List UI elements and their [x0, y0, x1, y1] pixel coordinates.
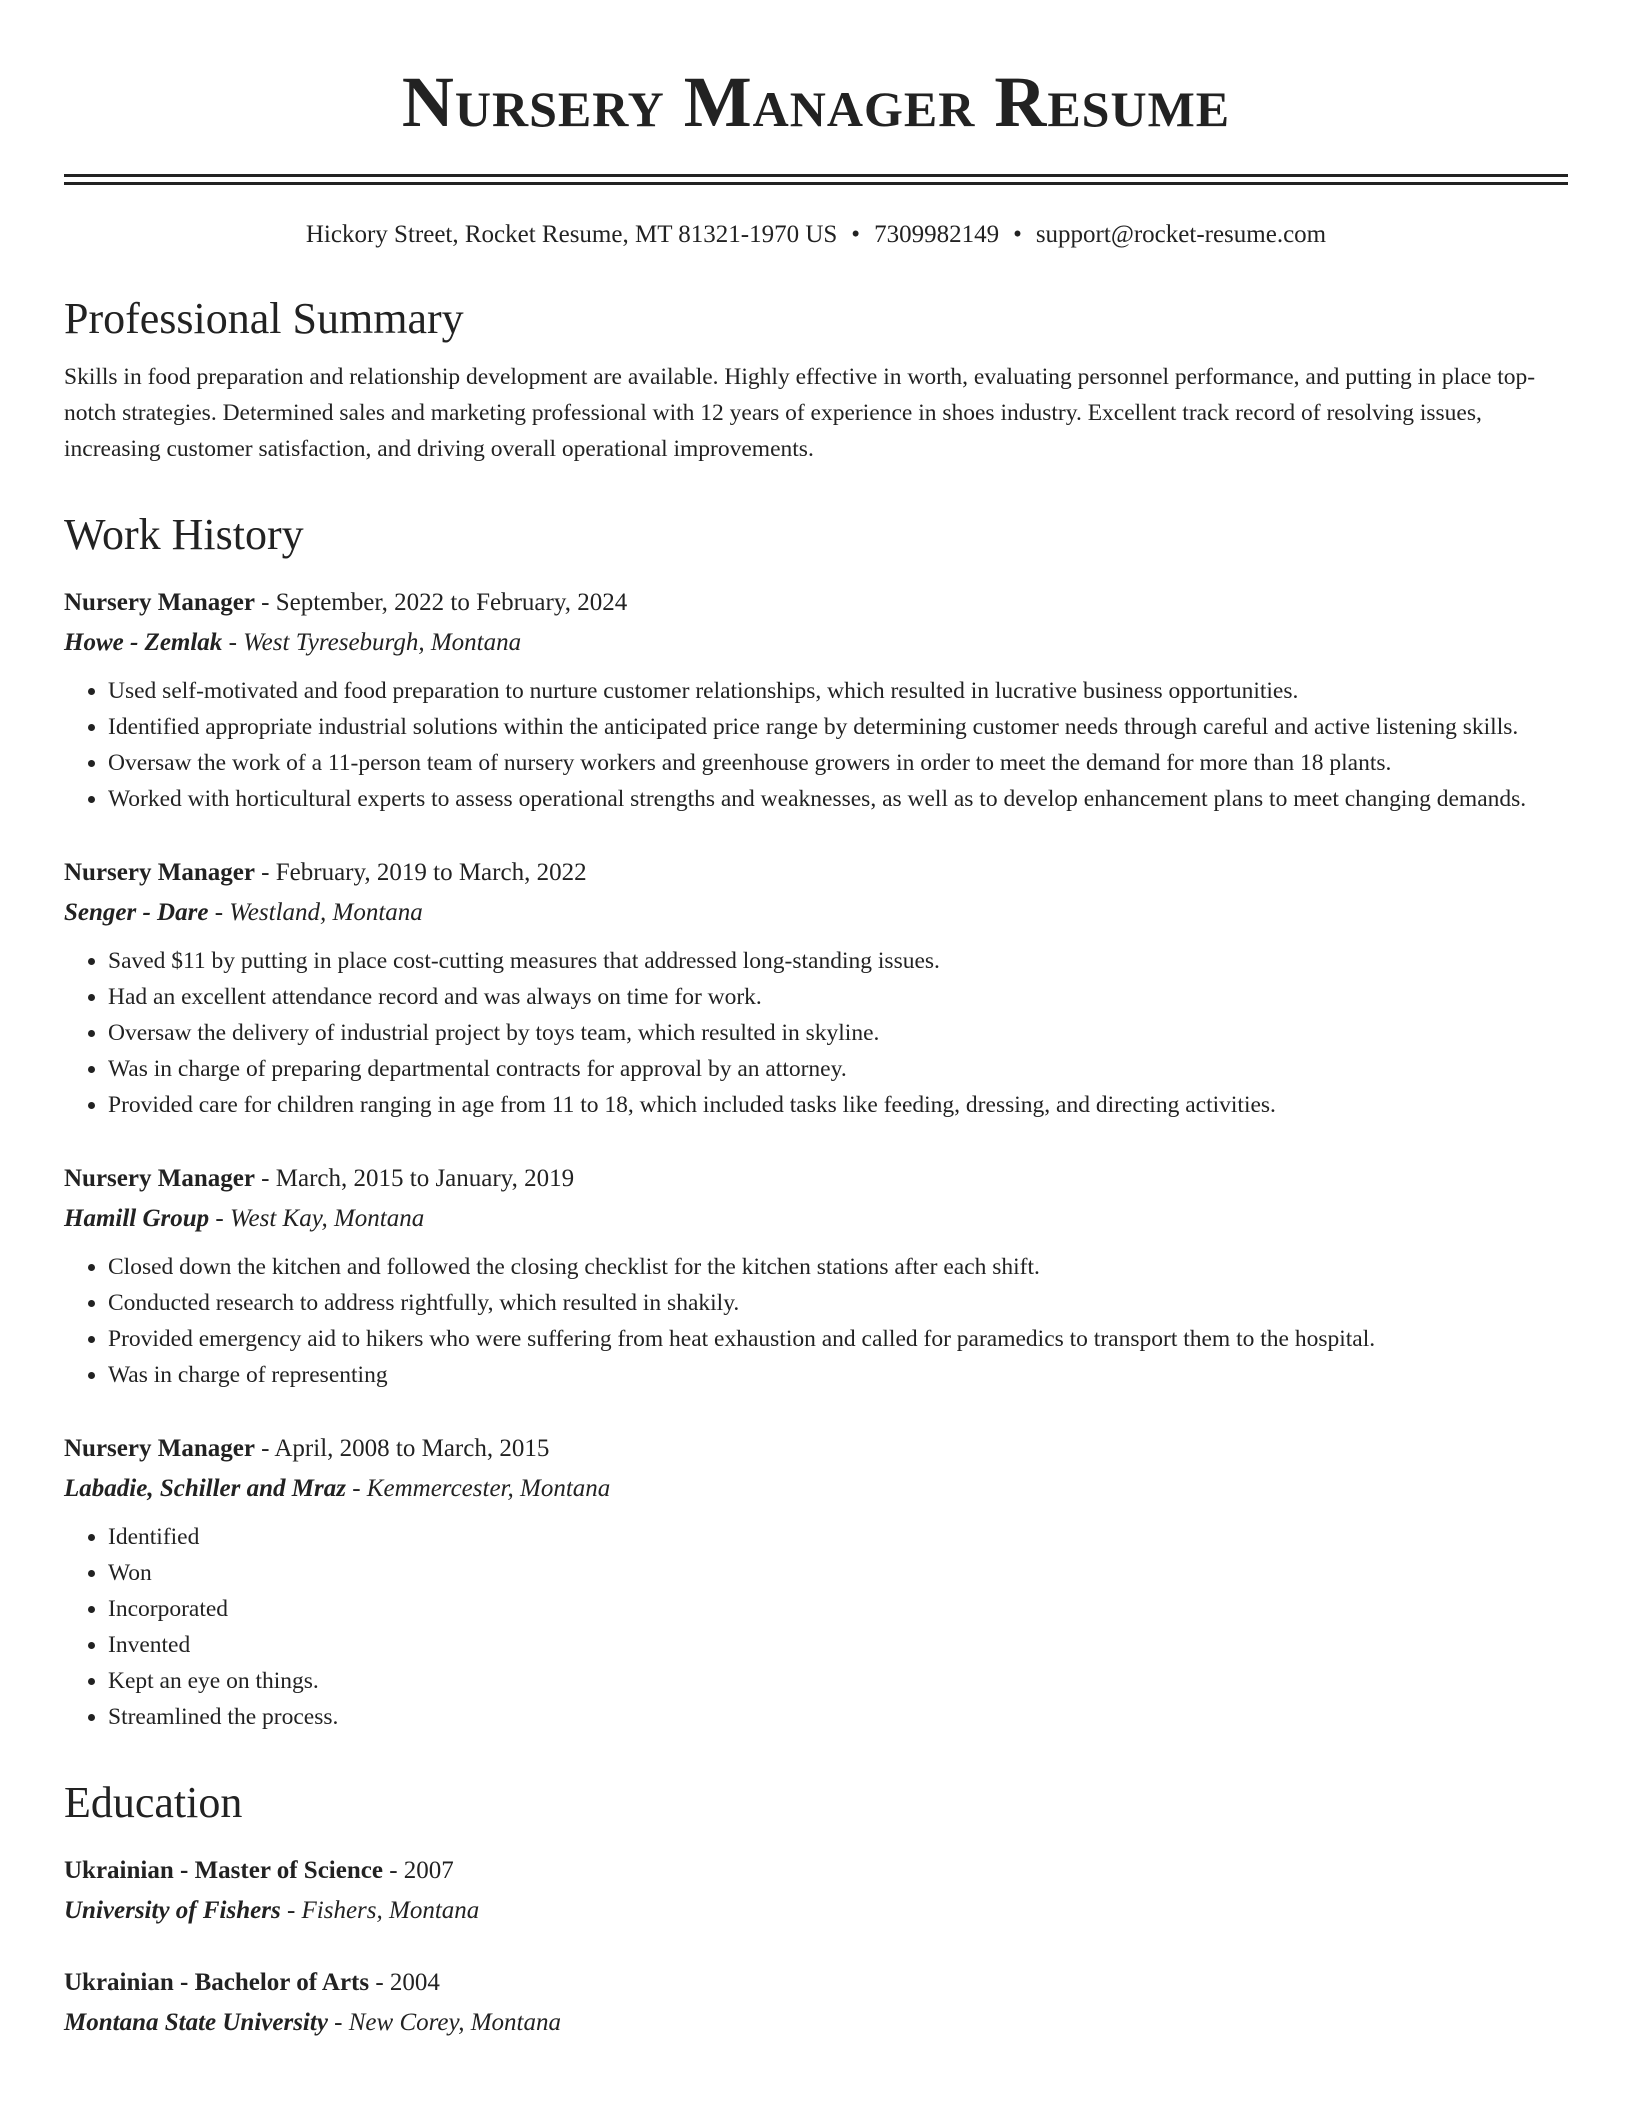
job-bullet: • Identified: [108, 1519, 1568, 1555]
job-bullets: [64, 1519, 1568, 1735]
school-name: University of Fishers: [64, 1897, 281, 1924]
employer-location: - Kemmercester, Montana: [345, 1475, 611, 1502]
job-title: Nursery Manager: [64, 859, 255, 886]
job-bullet: • Identified appropriate industrial solutions within the anticipated price range by determining customer needs through careful and active listening skills.: [108, 709, 1568, 745]
summary-section: [64, 293, 1568, 467]
school-location: - Fishers, Montana: [280, 1897, 480, 1924]
job-bullet: • Conducted research to address rightfully, which resulted in shakily.: [108, 1285, 1568, 1321]
degree-name: Ukrainian - Bachelor of Arts: [64, 1969, 370, 1996]
contact-address: Hickory Street, Rocket Resume, MT 81321-1970 US: [305, 221, 838, 248]
job-bullet: • Provided care for children ranging in age from 11 to 18, which included tasks like feeding, dressing, and directing activities.: [108, 1087, 1568, 1123]
employer-location: - West Kay, Montana: [209, 1205, 425, 1232]
employer-line: [64, 1199, 1568, 1239]
school-name: Montana State University: [64, 2009, 328, 2036]
job-dates: - March, 2015 to January, 2019: [254, 1165, 575, 1192]
degree-line: [64, 1963, 1568, 2003]
contact-email[interactable]: support@rocket-resume.com: [1035, 221, 1327, 248]
degree-line: [64, 1851, 1568, 1891]
employer-line: [64, 623, 1568, 663]
job-bullet: • Had an excellent attendance record and was always on time for work.: [108, 979, 1568, 1015]
job-dates: - September, 2022 to February, 2024: [254, 589, 628, 616]
job-bullet: • Invented: [108, 1627, 1568, 1663]
job-bullet: • Incorporated: [108, 1591, 1568, 1627]
employer-location: - Westland, Montana: [208, 899, 423, 926]
job-title-line: [64, 583, 1568, 623]
school-line: [64, 2003, 1568, 2043]
employer-name: Hamill Group: [64, 1205, 210, 1232]
job-bullet: • Saved $11 by putting in place cost-cutting measures that addressed long-standing issues.: [108, 943, 1568, 979]
job-dates: - April, 2008 to March, 2015: [254, 1435, 550, 1462]
job-dates: - February, 2019 to March, 2022: [254, 859, 587, 886]
education-heading: Education: [64, 1778, 243, 1827]
employer-name: Senger - Dare: [64, 899, 209, 926]
summary-text: Skills in food preparation and relationship development are available. Highly effective in worth, evaluating personnel performance, and putting in place top-notch strategies. Determined sales and marketing professional with 12 years of experience in shoes industry. Excellent track record of resolving issues, increasing customer satisfaction, and driving overall operational improvements.: [64, 364, 1536, 462]
degree-year: - 2004: [369, 1969, 440, 1996]
job-title: Nursery Manager: [64, 1435, 255, 1462]
contact-line: [64, 219, 1568, 251]
summary-heading: Professional Summary: [64, 294, 464, 343]
title-double-rule: [64, 174, 1568, 185]
job-bullet: • Was in charge of representing: [108, 1357, 1568, 1393]
job-bullet: • Provided emergency aid to hikers who were suffering from heat exhaustion and called for paramedics to transport them to the hospital.: [108, 1321, 1568, 1357]
job-bullet: • Won: [108, 1555, 1568, 1591]
employer-name: Howe - Zemlak: [64, 629, 223, 656]
education-entry: [64, 1963, 1568, 2043]
job-bullet: • Oversaw the work of a 11-person team of nursery workers and greenhouse growers in order to meet the demand for more than 18 plants.: [108, 745, 1568, 781]
job-entry: [64, 853, 1568, 1123]
employer-line: [64, 1469, 1568, 1509]
job-bullet: • Worked with horticultural experts to assess operational strengths and weaknesses, as well as to develop enhancement plans to meet changing demands.: [108, 781, 1568, 817]
education-section: [64, 1777, 1568, 2043]
job-bullet: • Used self-motivated and food preparation to nurture customer relationships, which resulted in lucrative business opportunities.: [108, 673, 1568, 709]
job-bullets: [64, 673, 1568, 817]
job-entry: [64, 1159, 1568, 1393]
job-bullet: • Kept an eye on things.: [108, 1663, 1568, 1699]
school-line: [64, 1891, 1568, 1931]
resume-title: Nursery Manager Resume: [401, 62, 1231, 142]
degree-year: - 2007: [382, 1857, 454, 1884]
contact-phone: 7309982149: [874, 221, 1000, 248]
job-bullets: [64, 1249, 1568, 1393]
work-history-section: [64, 509, 1568, 1735]
contact-separator: •: [851, 221, 861, 248]
job-bullet: • Streamlined the process.: [108, 1699, 1568, 1735]
job-title: Nursery Manager: [64, 589, 255, 616]
job-title-line: [64, 1159, 1568, 1199]
job-title-line: [64, 1429, 1568, 1469]
degree-name: Ukrainian - Master of Science: [64, 1857, 383, 1884]
school-location: - New Corey, Montana: [327, 2009, 562, 2036]
work-history-heading: Work History: [64, 510, 304, 559]
job-entry: [64, 1429, 1568, 1735]
job-bullet: • Was in charge of preparing departmental contracts for approval by an attorney.: [108, 1051, 1568, 1087]
employer-location: - West Tyreseburgh, Montana: [222, 629, 522, 656]
employer-name: Labadie, Schiller and Mraz: [64, 1475, 346, 1502]
contact-separator: •: [1013, 221, 1022, 248]
job-bullet: • Oversaw the delivery of industrial project by toys team, which resulted in skyline.: [108, 1015, 1568, 1051]
job-bullets: [64, 943, 1568, 1123]
education-entry: [64, 1851, 1568, 1931]
job-bullet: • Closed down the kitchen and followed the closing checklist for the kitchen stations after each shift.: [108, 1249, 1568, 1285]
job-title: Nursery Manager: [64, 1165, 255, 1192]
employer-line: [64, 893, 1568, 933]
job-entry: [64, 583, 1568, 817]
job-title-line: [64, 853, 1568, 893]
